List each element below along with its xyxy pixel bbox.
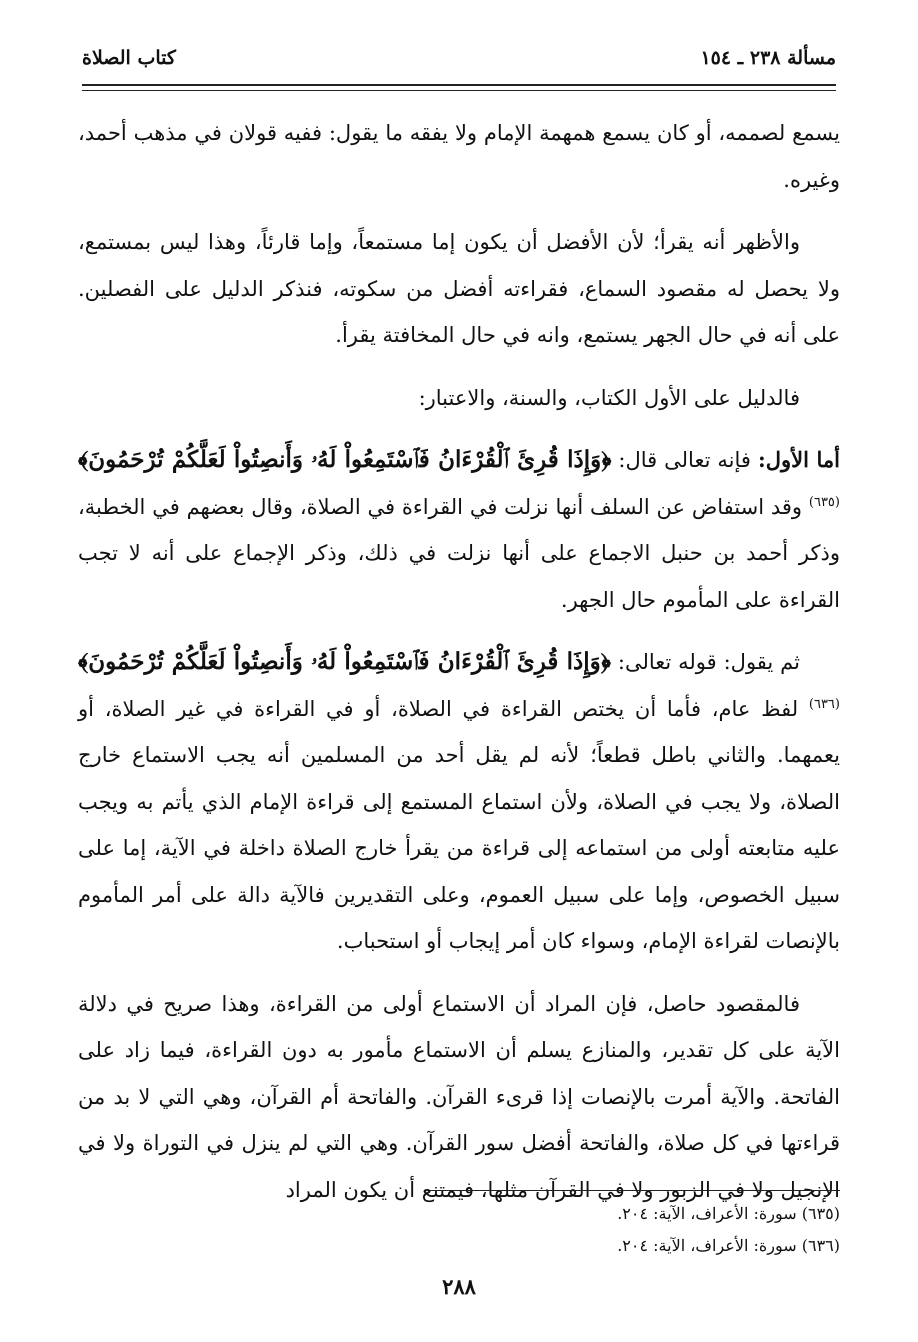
- quran-verse-2: ﴿وَإِذَا قُرِئَ ٱلْقُرْءَانُ فَٱسْتَمِعُواْ لَهُۥ وَأَنصِتُواْ لَعَلَّكُمْ تُرْحَمُونَ﴾: [78, 648, 611, 675]
- main-text: [78, 110, 840, 1229]
- paragraph-4: [78, 437, 840, 623]
- paragraph-1: يسمع لصممه، أو كان يسمع همهمة الإمام ولا يفقه ما يقول: ففيه قولان في مذهب أحمد، وغيره.: [78, 121, 840, 192]
- page-number: ٢٨٨: [442, 1274, 476, 1299]
- header-rule-thin: [82, 90, 836, 91]
- paragraph-5: [78, 639, 840, 965]
- paragraph-3: فالدليل على الأول الكتاب، والسنة، والاعتبار:: [418, 385, 800, 410]
- paragraph-4-rest: وقد استفاض عن السلف أنها نزلت في القراءة في الصلاة، وقال بعضهم في الخطبة، وذكر أحمد بن حنبل الاجماع على أنها نزلت في ذلك، وذكر الإجماع على أنه لا تجب القراءة على المأموم حال الجهر.: [78, 494, 840, 612]
- header-issue-number: مسألة ٢٣٨ ـ ١٥٤: [700, 47, 836, 69]
- footnote-ref-635: (٦٣٥): [808, 494, 840, 510]
- footnote-divider: [430, 1190, 840, 1191]
- footnote-636: (٦٣٦) سورة: الأعراف، الآية: ٢٠٤.: [617, 1236, 840, 1255]
- footnote-ref-636: (٦٣٦): [808, 696, 840, 712]
- paragraph-6: فالمقصود حاصل، فإن المراد أن الاستماع أولى من القراءة، وهذا صريح في دلالة الآية على كل تقدير، والمنازع يسلم أن الاستماع مأمور به دون القراءة، فيما زاد على الفاتحة. والآية أمرت بالإنصات إذا قرىء القرآن. والفاتحة أم القرآن، وهي التي لا بد من قراءتها في كل صلاة، والفاتحة أفضل سور القرآن. وهي التي لم ينزل في التوراة ولا في الإنجيل ولا في الزبور ولا في القرآن مثلها، فيمتنع أن يكون المراد: [78, 991, 840, 1202]
- footnotes: [140, 1198, 840, 1262]
- paragraph-4-intro: فإنه تعالى قال:: [611, 448, 758, 472]
- running-header: [82, 40, 836, 76]
- header-rule-thick: [82, 84, 836, 86]
- paragraph-5-intro: ثم يقول: قوله تعالى:: [610, 650, 800, 674]
- paragraph-4-lead: أما الأول:: [757, 447, 840, 472]
- header-book-title: كتاب الصلاة: [82, 47, 176, 69]
- paragraph-2: والأظهر أنه يقرأ؛ لأن الأفضل أن يكون إما مستمعاً، وإما قارئاً، وهذا ليس بمستمع، ولا يحصل له مقصود السماع، فقراءته أفضل من سكوته، فنذكر الدليل على الفصلين. على أنه في حال الجهر يستمع، وانه في حال المخافتة يقرأ.: [78, 230, 840, 347]
- quran-verse-1: ﴿وَإِذَا قُرِئَ ٱلْقُرْءَانُ فَٱسْتَمِعُواْ لَهُۥ وَأَنصِتُواْ لَعَلَّكُمْ تُرْحَمُونَ﴾: [78, 446, 612, 473]
- paragraph-5-rest: لفظ عام، فأما أن يختص القراءة في الصلاة، أو في القراءة في غير الصلاة، أو يعمهما. والثاني باطل قطعاً؛ لأنه لم يقل أحد من المسلمين أنه يجب الاستماع خارج الصلاة، ولا يجب في الصلاة، ولأن استماع المستمع إلى قراءة الإمام الذي يأتم به ويجب عليه متابعته أولى من استماعه إلى قراءة من يقرأ خارج الصلاة داخلة في الآية، إما على سبيل الخصوص، وإما على سبيل العموم، وعلى التقديرين فالآية دالة على أمر المأموم بالإنصات لقراءة الإمام، وسواء كان أمر إيجاب أو استحباب.: [78, 696, 840, 953]
- footnote-635: (٦٣٥) سورة: الأعراف، الآية: ٢٠٤.: [617, 1204, 840, 1223]
